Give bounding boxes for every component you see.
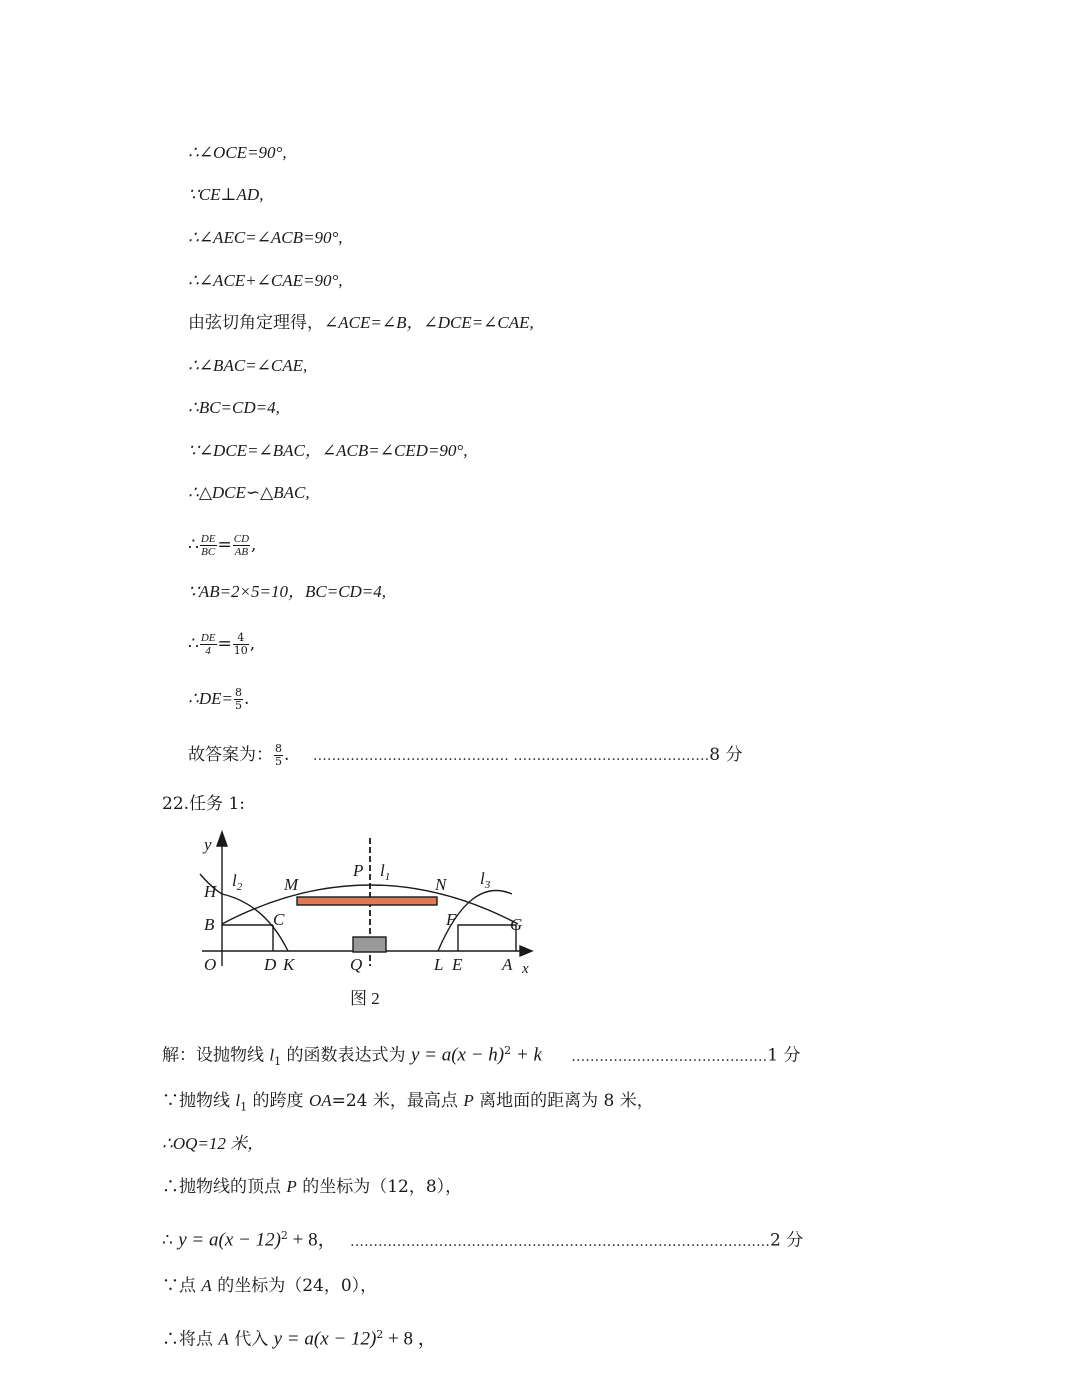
solution-step-4: ∴抛物线的顶点 P 的坐标为（12，8）， — [162, 1177, 463, 1197]
fraction: $\frac{8}{5}$ — [275, 742, 282, 768]
fraction: $\frac{8}{5}$ — [234, 686, 242, 712]
label-e: E — [452, 955, 463, 974]
step-ratio-1: ∴ $\frac{DE}{BC}$ = $\frac{CD}{AB}$ , — [188, 533, 257, 558]
step-ratio-2: ∴ $\frac{DE}{4}$ = $\frac{4}{10}$ , — [188, 631, 256, 657]
label-p: P — [353, 861, 364, 880]
step-ce-perp-ad: ∵CE⊥AD, — [188, 185, 264, 204]
step-chord-tangent: 由弦切角定理得，∠ACE=∠B，∠DCE=∠CAE, — [188, 313, 534, 333]
step-ab-value: ∵AB=2×5=10，BC=CD=4, — [188, 582, 387, 601]
label-g: G — [510, 915, 523, 934]
label-o: O — [204, 955, 217, 974]
label-x: x — [522, 961, 529, 977]
bar-mn — [297, 897, 437, 905]
step-ocе-90: ∴∠OCE=90°, — [188, 143, 287, 162]
step-de-result: ∴DE= $\frac{8}{5}$ . — [188, 686, 250, 712]
rect-fg — [458, 925, 516, 951]
solution-step-1: 解：设抛物线 $l_1$ 的函数表达式为 $y = a(x - h)^2 + k$ ……………………………………1 分 — [162, 1044, 801, 1069]
parabola-figure — [190, 826, 550, 1011]
solution-step-7: ∴将点 A 代入 $y = a(x - 12)^2 + 8$ ， — [162, 1328, 437, 1350]
label-a: A — [502, 955, 513, 974]
label-k: K — [283, 955, 295, 974]
solution-step-3: ∴OQ=12 米， — [162, 1134, 265, 1153]
y-arrow-icon — [217, 832, 227, 846]
fraction: $\frac{DE}{4}$ — [200, 632, 216, 657]
label-l3: $l_3$ — [480, 869, 491, 891]
box-q — [353, 937, 386, 952]
label-n: N — [435, 875, 447, 894]
solution-step-5: ∴ $y = a(x - 12)^2 + 8$， ………………………………………………………………………………2 分 — [162, 1229, 804, 1251]
label-l1: $l_1$ — [380, 861, 391, 883]
step-aec-acb: ∴∠AEC=∠ACB=90°, — [188, 228, 343, 247]
score: 8 分 — [709, 745, 743, 765]
dot-leader: ……………………………………………………………………………… — [350, 1233, 771, 1250]
label-c: C — [273, 910, 285, 929]
label-l2: $l_2$ — [232, 871, 243, 893]
fraction: $\frac{CD}{AB}$ — [233, 533, 250, 558]
label-h: H — [204, 882, 217, 901]
fraction: $\frac{4}{10}$ — [233, 631, 248, 657]
label-m: M — [284, 875, 299, 894]
step-bac-cae: ∴∠BAC=∠CAE, — [188, 356, 308, 375]
fraction: $\frac{DE}{BC}$ — [200, 533, 216, 558]
answer-line: 故答案为： $\frac{8}{5}$ . …………………………………… ……………………………………8 分 — [188, 742, 743, 768]
label-l: L — [434, 955, 444, 974]
label-y: y — [204, 835, 212, 854]
step-similar-triangles: ∴△DCE∽△BAC, — [188, 483, 310, 502]
score: 1 分 — [767, 1045, 801, 1066]
question-heading: 22.任务 1: — [162, 794, 245, 814]
dot-leader: …………………………………… …………………………………… — [312, 748, 710, 764]
label-f: F — [446, 910, 457, 929]
step-angles-equal: ∵∠DCE=∠BAC，∠ACB=∠CED=90°, — [188, 441, 468, 460]
label-b: B — [204, 915, 215, 934]
figure-caption: 图 2 — [350, 989, 380, 1008]
solution-step-6: ∵点 A 的坐标为（24，0）， — [162, 1276, 378, 1296]
step-ace-cae-sum: ∴∠ACE+∠CAE=90°, — [188, 271, 343, 290]
dot-leader: …………………………………… — [571, 1048, 768, 1065]
score: 2 分 — [770, 1230, 804, 1251]
label-q: Q — [350, 955, 363, 974]
x-arrow-icon — [520, 946, 532, 956]
label-d: D — [264, 955, 277, 974]
step-bc-cd: ∴BC=CD=4, — [188, 398, 280, 417]
solution-step-2: ∵抛物线 $l_1$ 的跨度 OA=24 米，最高点 P 离地面的距离为 8 米， — [162, 1091, 654, 1114]
